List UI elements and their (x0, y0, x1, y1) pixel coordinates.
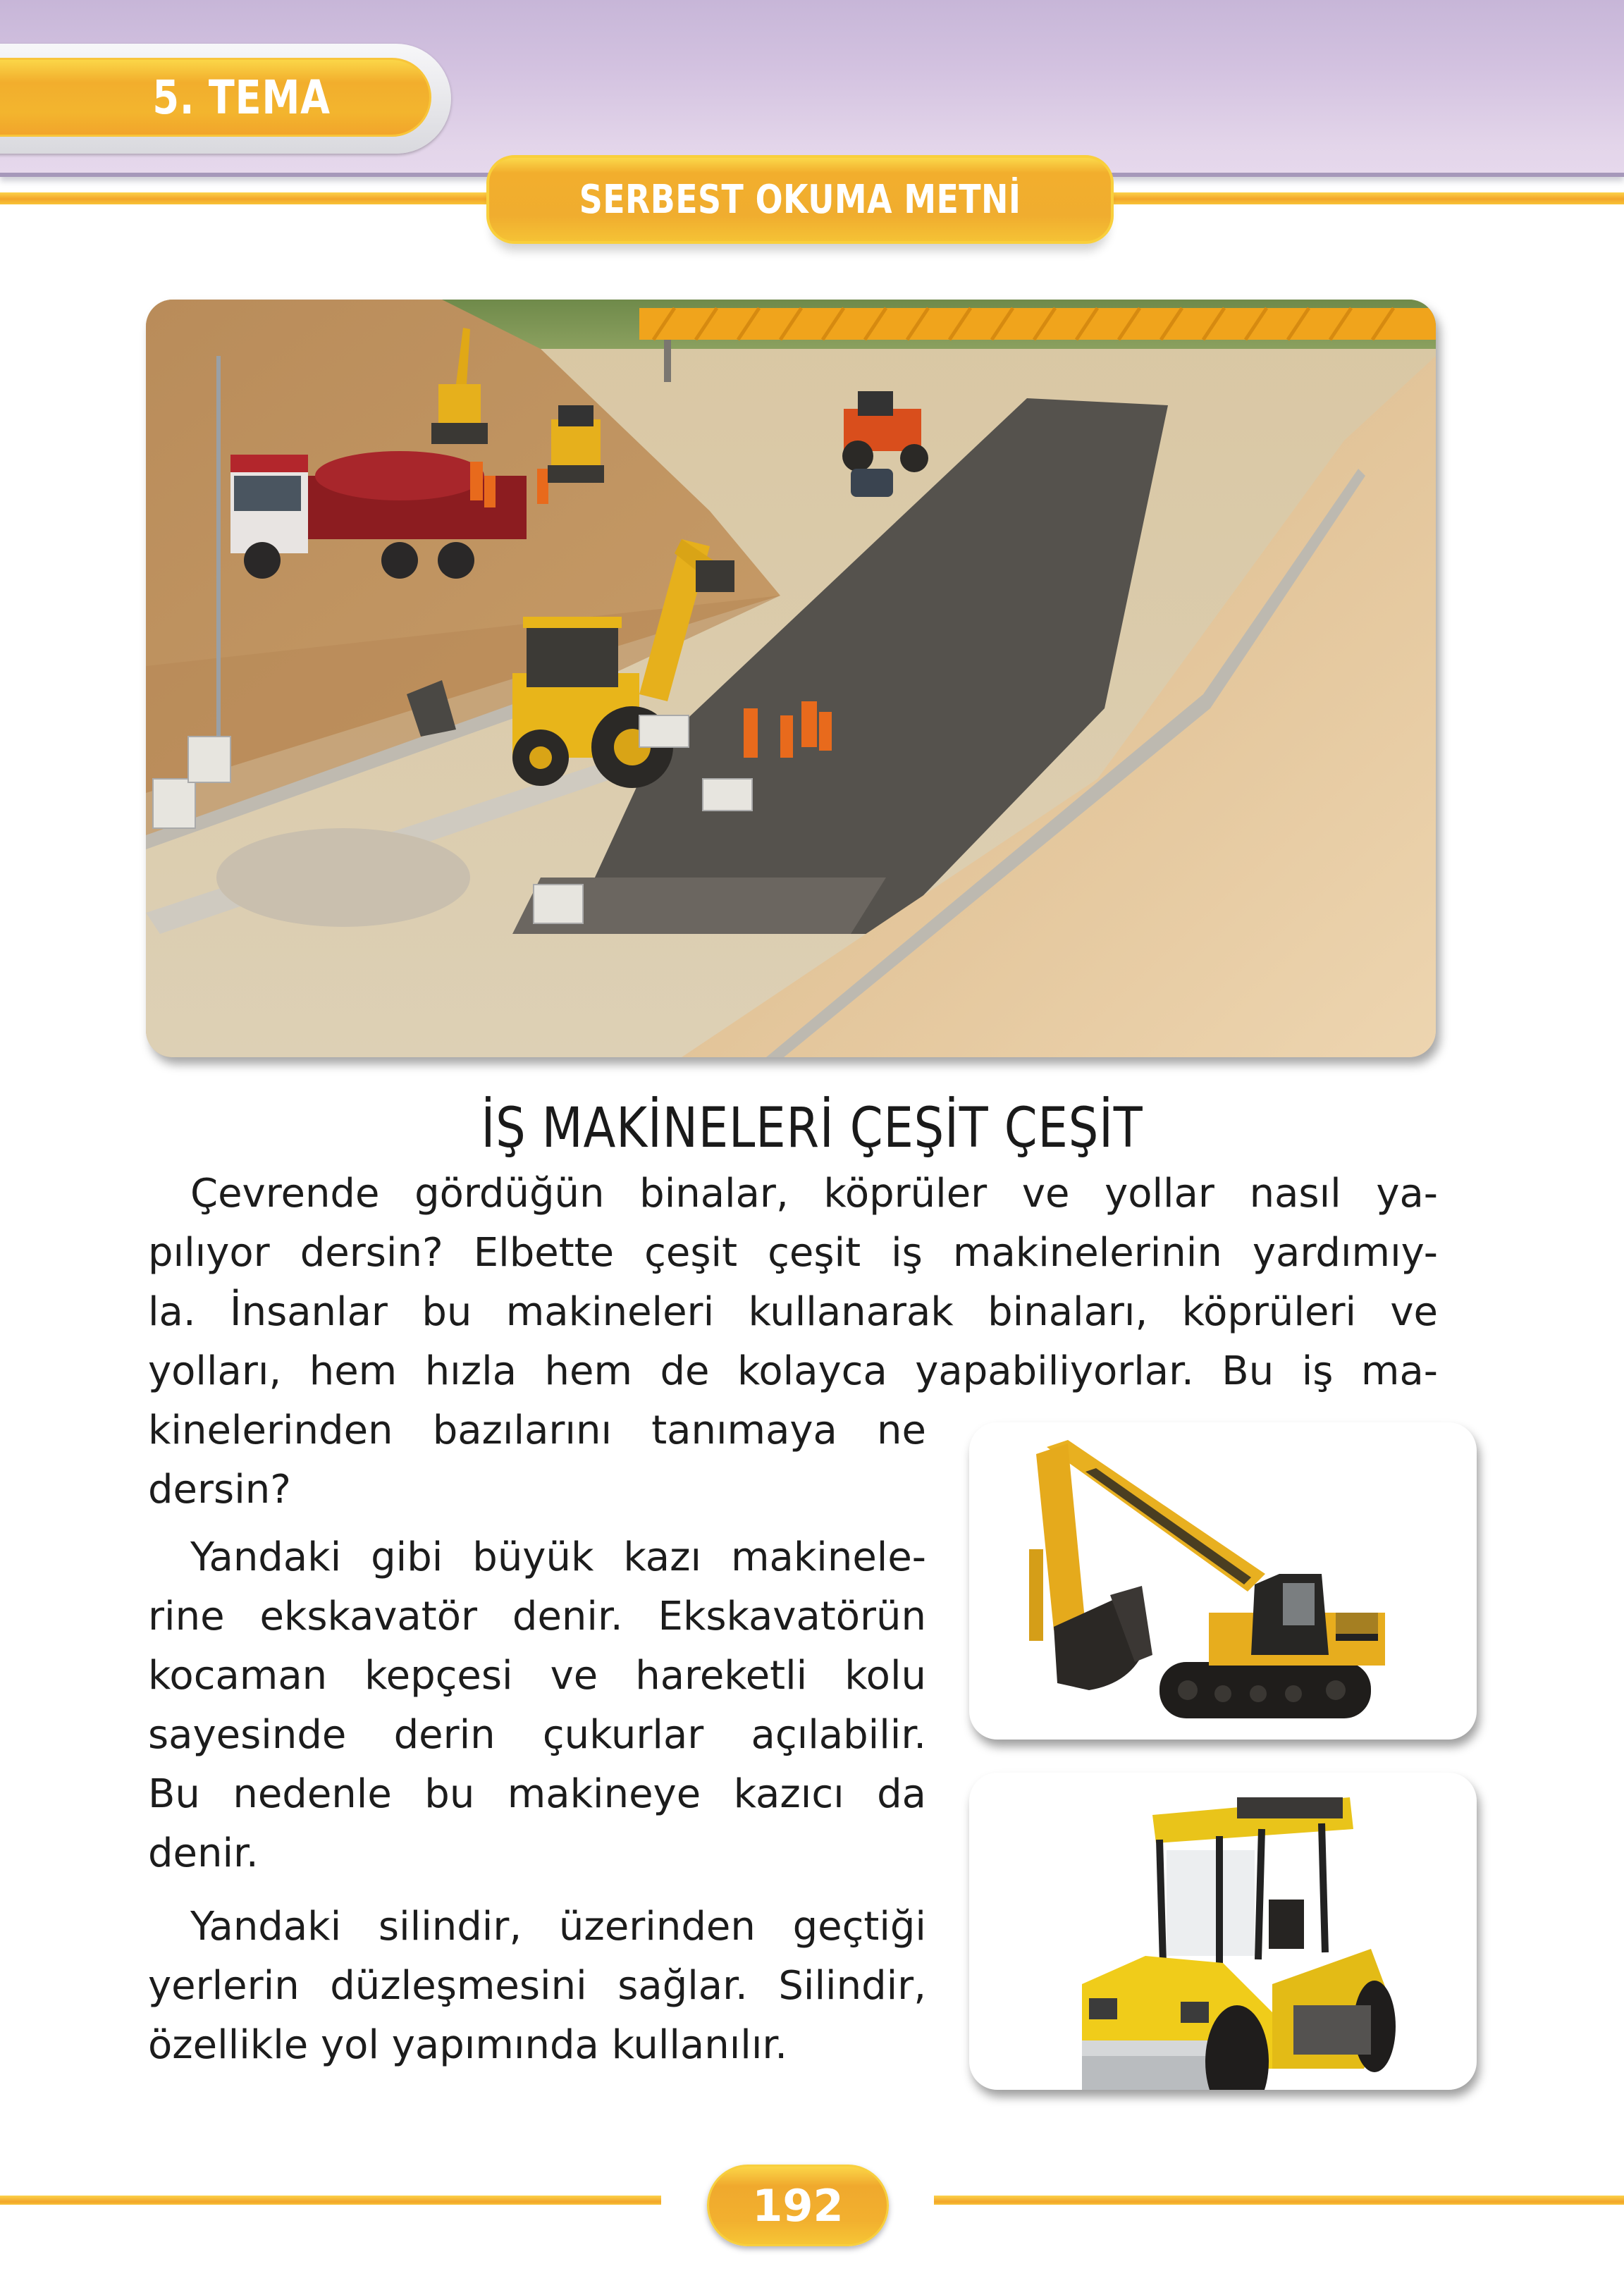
paragraph-2 (148, 1528, 926, 1883)
article-title (0, 1097, 1624, 1160)
text-line: Yandaki silindir, üzerinden geçtiği (190, 1904, 926, 1950)
text-line: sayesinde derin çukurlar açılabilir. (148, 1712, 926, 1758)
text-line: rine ekskavatör denir. Ekskavatörün (148, 1594, 926, 1639)
page-number: 192 (752, 2179, 844, 2231)
road-roller-icon (969, 1773, 1477, 2090)
text-line: Çevrende gördüğün binalar, köprüler ve yollar nasıl ya- (190, 1171, 1438, 1217)
text-line: dersin? (148, 1467, 291, 1513)
text-line: Bu nedenle bu makineye kazıcı da (148, 1771, 926, 1817)
text-line: yolları, hem hızla hem de kolayca yapabiliyorlar. Bu iş ma- (148, 1348, 1438, 1394)
theme-badge (0, 44, 451, 154)
text-line: denir. (148, 1830, 259, 1876)
theme-label: 5. TEMA (152, 70, 331, 125)
paragraph-1-continued (148, 1401, 926, 1520)
text-line: la. İnsanlar bu makineleri kullanarak binaları, köprüleri ve (148, 1289, 1438, 1335)
road-construction-illustration (146, 300, 1436, 1057)
text-line: kocaman kepçesi ve hareketli kolu (148, 1653, 926, 1699)
section-label: SERBEST OKUMA METNİ (579, 176, 1021, 223)
paragraph-1 (148, 1164, 1438, 1401)
text-line: yerlerin düzleşmesini sağlar. Silindir, (148, 1963, 926, 2009)
footer-divider-right (934, 2196, 1624, 2205)
text-line: pılıyor dersin? Elbette çeşit çeşit iş makinelerinin yardımıy- (148, 1230, 1438, 1276)
paragraph-3 (148, 1897, 926, 2075)
excavator-photo (969, 1422, 1477, 1740)
page-number-badge (707, 2165, 889, 2246)
article-title-text: İŞ MAKİNELERİ ÇEŞİT ÇEŞİT (481, 1097, 1143, 1160)
text-line: kinelerinden bazılarını tanımaya ne (148, 1408, 926, 1453)
text-line: Yandaki gibi büyük kazı makinele- (190, 1534, 926, 1580)
road-construction-photo (146, 300, 1436, 1057)
section-badge (486, 155, 1114, 244)
road-roller-photo (969, 1773, 1477, 2090)
footer-divider-left (0, 2196, 661, 2205)
excavator-icon (969, 1422, 1477, 1740)
text-line: özellikle yol yapımında kullanılır. (148, 2022, 788, 2068)
theme-badge-inner (0, 58, 431, 137)
